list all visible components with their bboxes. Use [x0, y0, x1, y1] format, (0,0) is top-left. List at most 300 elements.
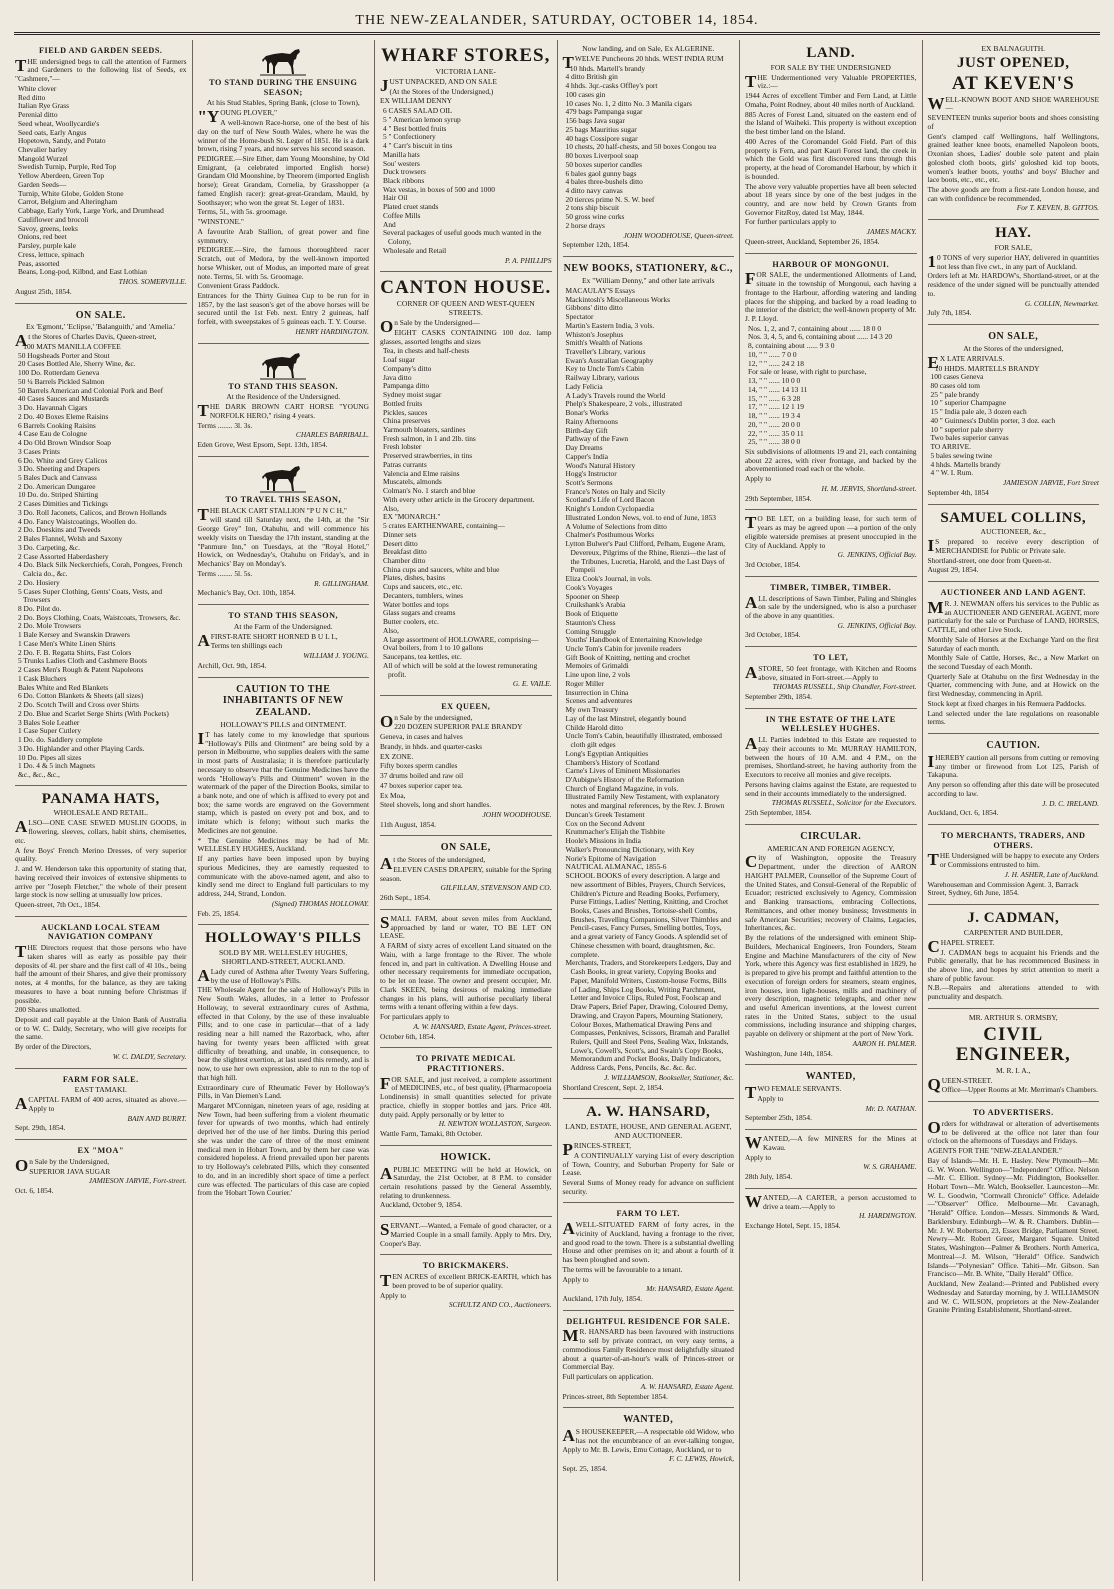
ad-list-item: Plated cruet stands: [383, 202, 439, 212]
ad-subtitle: FOR SALE,: [994, 242, 1033, 252]
advertisement: [928, 325, 1100, 505]
ad-list-item: 3 Cases Prints: [18, 446, 60, 456]
ad-list-item: Gibbons' ditto ditto: [565, 303, 623, 313]
ad-paragraph: The terms will be favourable to a tenant.: [562, 1264, 683, 1274]
horse-icon: [260, 350, 306, 380]
ad-subtitle: At his Stud Stables, Spring Bank, (close to Town),: [206, 98, 360, 108]
ad-list-item: Chalmer's Posthumous Works: [565, 530, 654, 540]
ad-list-item: 2 Do. Boys Clothing, Coats, Waistcoats, Trowsers, &c.: [18, 612, 181, 622]
ad-paragraph: 220 DOZEN SUPERIOR PALE BRANDY: [394, 722, 523, 732]
ad-title: TO STAND DURING THE ENSUING SEASON;: [209, 78, 358, 97]
ad-title: ON SALE,: [988, 331, 1039, 343]
ad-signature: Mr. HANSARD, Estate Agent.: [646, 1284, 734, 1294]
ad-signature: WILLIAM J. YOUNG.: [303, 651, 369, 661]
ad-list-item: 25 bags Mauritius sugar: [565, 124, 637, 134]
ad-list-item: Breakfast ditto: [383, 547, 427, 557]
advertisement: [563, 257, 735, 1099]
ad-list-item: 5 " American lemon syrup: [383, 114, 461, 124]
ad-list-item: A large assortment of HOLLOWARE, comprising—: [383, 634, 539, 644]
ad-list-item: Memoirs of Grimaldi: [565, 661, 629, 671]
ad-subtitle: SOLD BY MR. WELLESLEY HUGHES, SHORTLAND-STREET, AUCKLAND.: [219, 948, 348, 966]
ad-paragraph: ALady cured of Asthma after Twenty Years Suffering, by the use of Holloway's Pills.: [197, 965, 369, 985]
ad-list-item: 17, " " ...... 12 1 19: [748, 402, 804, 412]
ad-date: Wattle Farm, Tamaki, 8th October.: [380, 1128, 483, 1138]
ad-paragraph: TO BE LET, on a building lease, for such term of years as may be agreed upon —a portion of the only eligible waterside premises at present unoccupied in the City of Auckland. Apply to: [745, 513, 917, 550]
ad-list-item: Bonar's Works: [565, 408, 609, 418]
ad-paragraph: THE Wholesale Agent for the sale of Holloway's Pills in New South Wales, alludes, in a letter to Professor Holloway, to several extraordinary cures of Asthma, effected in that Colony, by the use of these invaluable Pills; and to one case in particular—that of a lady residing near a hill named the Razorback, who, after having for twenty years been afflicted with great difficulty of breathing, and unable, in consequence, to bear the slightest exertion, at last used this remedy, and is now, to use her own expression, able to run to the top of that high hill.: [197, 985, 369, 1082]
ad-title: CIRCULAR.: [800, 830, 862, 842]
ad-paragraph: ELEVEN CASES DRAPERY, suitable for the Spring season.: [380, 865, 552, 883]
ad-subtitle: LAND, ESTATE, HOUSE, AND GENERAL AGENT, AND AUCTIONEER.: [565, 1122, 732, 1141]
ad-title: SAMUEL COLLINS,: [940, 509, 1087, 526]
column-6: [923, 40, 1105, 1581]
ad-list-item: 1 Cask Bluchers: [18, 673, 67, 683]
ad-date: Queen-street, Auckland, September 26, 1854.: [745, 236, 880, 246]
ad-signature: JAMIESON JARVIE, Fort Street: [1002, 478, 1099, 488]
ad-subtitle: AUCTIONEER, &c.,: [980, 527, 1046, 537]
ad-list-item: Dinner sets: [383, 529, 417, 539]
advertisement: [380, 40, 552, 272]
columns-container: [10, 40, 1104, 1581]
ad-list-item: 100 MATS MANILLA COFFEE: [23, 341, 121, 351]
ad-list-item: 10 " superior pale sherry: [930, 424, 1004, 434]
ad-list-item: Yellow Aberdeen, Green Top: [18, 171, 105, 181]
advertisement: [380, 1146, 552, 1217]
ad-list-item: SCHOOL BOOKS of every description. A large and new assortment of Bibles, Prayers, Church Services, Children's Picture and Reading Books, Perfumery, Purse Fittings, Ladies' Netting, Knitting, and Crochet Books, Cases and Brushes, Tortoise-shell Combs, Brushes, Travelling Companions, Silver Thimbles and Pencil-cases, Fancy Purses, Smelling bottles, Toys, and a great variety of Fancy Goods. A splendid set of Chinese chessmen with board, draughtsmen, &c. complete.: [565, 871, 732, 959]
ad-signature: JOHN WOODHOUSE.: [482, 810, 552, 820]
ad-list-item: 50 boxes superior candles: [565, 159, 643, 169]
advertisement: [928, 220, 1100, 325]
ad-list-item: For sale or lease, with right to purchase,: [748, 367, 867, 377]
ad-paragraph: THE Undermentioned very Valuable PROPERTIES, viz.:—: [745, 71, 917, 91]
ad-list-item: 2 Do. Scotch Twill and Cross over Shirts: [18, 700, 139, 710]
ad-list-item: Insurrection in China: [565, 687, 629, 697]
ad-list-item: &c., &c., &c.,: [18, 769, 60, 779]
ad-list-item: 8 Do. Pilot do.: [18, 604, 62, 614]
ad-list-item: 10 Do. do. Striped Shirting: [18, 490, 99, 500]
column-2: [193, 40, 376, 1581]
ad-list-item: Patras currants: [383, 459, 427, 469]
ad-list-item: Carne's Lives of Eminent Missionaries: [565, 766, 681, 776]
ad-date: September 4th, 1854: [927, 487, 989, 497]
ad-list-item: Hogg's Instructor: [565, 469, 617, 479]
ad-list-item: 3 Bales Sole Leather: [18, 717, 80, 727]
ad-date: Oct. 6, 1854.: [15, 1186, 54, 1196]
ad-signature: AARON H. PALMER.: [852, 1038, 917, 1048]
ad-list-item: Church of England Magazine, in vols.: [565, 783, 679, 793]
ad-title: AUCKLAND LOCAL STEAM NAVIGATION COMPANY: [41, 922, 161, 942]
ad-pretitle: EX BALNAGUITH.: [981, 44, 1046, 53]
ad-signature: CHARLES BARRIBALL.: [295, 430, 369, 440]
ad-paragraph: TWO FEMALE SERVANTS.: [745, 1083, 842, 1103]
ad-paragraph: Extraordinary cure of Rheumatic Fever by Holloway's Pills, in Van Diemen's Land.: [197, 1082, 369, 1101]
ad-paragraph: A CONTINUALLY varying List of every description of Town, Country, and Suburban Property for Sale or Lease.: [562, 1150, 734, 1178]
ad-list-item: 4 bales three-bushels ditto: [565, 177, 643, 187]
ad-list-item: Rainy Afternoons: [565, 416, 618, 426]
ad-signature: JAMIESON JARVIE, Fort-street.: [88, 1176, 187, 1186]
ad-paragraph: Office—Upper Rooms at Mr. Merriman's Chambers.: [941, 1085, 1098, 1095]
ad-list-item: 5 Trunks Ladies Cloth and Cashmere Boots: [18, 656, 147, 666]
ad-paragraph: At the Stores of the undersigned,: [380, 854, 486, 874]
ad-list-item: Youths' Handbook of Entertaining Knowledge: [565, 635, 703, 645]
advertisement: [380, 272, 552, 696]
ad-date: Auckland, October 9, 1854.: [380, 1200, 463, 1210]
advertisement: [198, 344, 370, 457]
ad-paragraph: A well-known Race-horse, one of the best of his day on the turf of New South Wales, where he was the winner of the Home-bush St. Leger of 1851. He is a dark brown, rising 7 years, and now serves his second season.: [197, 118, 369, 154]
ad-paragraph: TEN ACRES of excellent BRICK-EARTH, which has been proved to be of superior quality.: [380, 1271, 552, 1291]
ad-paragraph: Convenient Grass Paddock.: [197, 281, 280, 291]
ad-title: HOLLOWAY'S PILLS: [205, 930, 362, 947]
advertisement: [15, 917, 187, 1069]
column-5: [740, 40, 923, 1581]
ad-signature: THOMAS RUSSELL, Solicitor for the Executors.: [771, 798, 917, 808]
ad-paragraph: 1944 Acres of excellent Timber and Fern Land, at Little Omaha, Point Rodney, about 40 miles north of Auckland.: [745, 91, 917, 109]
advertisement: [928, 905, 1100, 1009]
ad-list-item: Cruikshank's Arabia: [565, 600, 626, 610]
ad-paragraph: THE BLACK CART STALLION "P U N C H,": [197, 504, 347, 524]
ad-date: 29th September, 1854.: [745, 493, 812, 503]
ad-title: TO ADVERTISERS.: [972, 1108, 1054, 1118]
ad-signature: G. JENKINS, Official Bay.: [837, 620, 917, 630]
ad-paragraph: On Sale by the Undersigned,: [15, 1155, 110, 1175]
ad-list-item: 10 HHDS. MARTELLS BRANDY: [934, 363, 1040, 373]
ad-paragraph: IHEREBY caution all persons from cutting or removing any timber or firewood from Lot 125, Parish of Takapuna.: [927, 751, 1099, 780]
ad-list-item: 25 " pale brandy: [930, 389, 980, 399]
ad-list-item: 4 " Carr's biscuit in tins: [383, 141, 453, 151]
ad-list-item: 1 Do. 4 & 5 inch Magnets: [18, 761, 95, 771]
ad-list-item: Red ditto: [18, 92, 46, 102]
ad-signature: R. GILLINGHAM.: [314, 578, 369, 588]
ad-list-item: Mackintosh's Miscellaneous Works: [565, 294, 670, 304]
advertisement: [15, 786, 187, 917]
ad-list-item: Ewan's Australian Geography: [565, 355, 654, 365]
advertisement: [563, 1099, 735, 1203]
ad-date: Sept. 29th, 1854.: [15, 1123, 66, 1133]
ad-list-item: Walker's Pronouncing Dictionary, with Key: [565, 844, 695, 854]
ad-list-item: Line upon line, 2 vols: [565, 670, 631, 680]
ad-paragraph: Apply to: [745, 474, 772, 484]
ad-signature: JAMES MACKY.: [866, 227, 917, 237]
ad-list-item: 5 bales sewing twine: [930, 450, 993, 460]
ad-list-item: 5 " Confectionery: [383, 132, 436, 142]
ad-subtitle: CARPENTER AND BUILDER,: [963, 927, 1063, 937]
advertisement: [198, 925, 370, 1204]
ad-list-item: Parsley, purple kale: [18, 241, 77, 251]
ad-list-item: 1 Case Super Cutlery: [18, 726, 82, 736]
ad-date: Warehouseman and Commission Agent. 3, Barrack Street, Sydney, 6th June, 1854.: [927, 879, 1079, 898]
advertisement: [745, 1130, 917, 1189]
ad-list-item: 2 Do. F. B. Regatta Shirts, Fast Colors: [18, 647, 132, 657]
ad-paragraph: IS prepared to receive every description of MERCHANDISE for Public or Private sale.: [927, 536, 1099, 556]
ad-list-item: 2 Do. Doeskins and Tweeds: [18, 525, 101, 535]
ad-paragraph: For particulars apply to: [380, 1012, 450, 1022]
ad-paragraph: Gent's clamped calf Wellingtons, half Wellingtons, grained leather knee boots, enamelled Napoleon boots, Oxonian shoes, Ladies' double sole patent and plain goloshed cloth boots, girls' goloshed kid top boots, women's leather boots, youths' and boys' Blucher and lace boots, etc., etc., etc.: [927, 131, 1099, 185]
ad-list-item: Pathway of the Fawn: [565, 434, 629, 444]
ad-list-item: 12, " " ...... 24 2 18: [748, 358, 804, 368]
ad-paragraph: ALSO—ONE CASE SEWED MUSLIN GOODS, in flowering, sleeves, collars, habit shirts, chemisettes, etc.: [15, 817, 187, 845]
advertisement: [928, 505, 1100, 583]
ad-subtitle: FOR SALE BY THE UNDERSIGNED: [770, 62, 891, 72]
ad-paragraph: EX LATE ARRIVALS.: [927, 352, 1005, 372]
ad-title: EX QUEEN,: [441, 702, 491, 711]
ad-title: CAUTION TO THE INHABITANTS OF NEW ZEALAND.: [222, 683, 344, 719]
ad-list-item: Staunton's Chess: [565, 617, 616, 627]
advertisement: [198, 457, 370, 605]
ad-list-item: 1 Case Men's White Linen Shirts: [18, 638, 116, 648]
ad-paragraph: SUPERIOR JAVA SUGAR: [29, 1166, 111, 1176]
ad-list-item: 50 Hogsheads Porter and Stout: [18, 350, 110, 360]
ad-paragraph: 47 boxes superior caper tea.: [380, 780, 463, 790]
ad-date: Queen-street, 7th Oct., 1854.: [15, 900, 101, 910]
ad-list-item: Chambers's History of Scotland: [565, 757, 660, 767]
ad-subtitle: Ex "William Denny," and other late arrivals: [581, 275, 715, 285]
ad-paragraph: ASTORE, 50 feet frontage, with Kitchen and Rooms above, situated in Fort-street.—Apply to: [745, 662, 917, 682]
ad-list-item: Company's ditto: [383, 363, 432, 373]
ad-list-item: Butter coolers, etc.: [383, 617, 439, 627]
ad-paragraph: 885 Acres of Forest Land, situated on the eastern end of the Island of Waiheki. This property is without exception the best timber land on the Island.: [745, 109, 917, 137]
ad-list-item: 2 Do. American Dungaree: [18, 481, 96, 491]
ad-title: TO STAND THIS SEASON,: [228, 610, 339, 620]
ad-paragraph: J. and W. Henderson take this opportunity of stating that, having received their invoices of extensive shipments to arrive per "Joseph Fletcher," the whole of their present large stock is now selling at unusually low prices.: [15, 864, 187, 900]
advertisement: [745, 254, 917, 511]
ad-list-item: 10 chests, 20 half-chests, and 50 boxes Congou tea: [565, 142, 717, 152]
ad-paragraph: Quarterly Sale at Otahuhu on the first Wednesday in the Quarter, commencing with June, and at Howick on the first Wednesday, commencing in April.: [927, 671, 1099, 699]
ad-list-item: 10 hhds. Martell's brandy: [569, 63, 646, 73]
ad-list-item: Birth-day Gift: [565, 425, 608, 435]
ad-signature: G. E. VAILE.: [512, 679, 552, 689]
ad-paragraph: IT has lately come to my knowledge that spurious "Holloway's Pills and Ointment" are being sold by a person in Melbourne, who supplies dealers with the same in most parts of Australasia; it is therefore particularly necessary to observe that the Genuine Medicines have the words "Holloway's Pills and Ointment" woven in the watermark of the paper of the Direction Books, similar to a bank note, and one of which is affixed to every pot and box; the same words are engraved on the Government stamp, which is pasted on every pot and box, and to imitate which is felony; without such marks the Medicines are not genuine.: [197, 728, 369, 835]
ad-paragraph: Terms, 5l., with 5s. groomage.: [197, 207, 288, 217]
ad-list-item: 1 Do. do. Saddlery complete: [18, 735, 103, 745]
ad-paragraph: Shortland-street, one door from Queen-st.: [927, 555, 1052, 565]
ad-signature: BAIN AND BURRT.: [127, 1113, 187, 1123]
ad-date: Archill, Oct. 9th, 1854.: [197, 660, 267, 670]
ad-paragraph: SERVANT.—Wanted, a Female of good character, or a Married Couple in a small family. Apply to Mrs. Dry, Cooper's Bay.: [380, 1220, 552, 1248]
ad-list-item: 3 Do. Highlander and other Playing Cards.: [18, 743, 145, 753]
ad-paragraph: SEVENTEEN trunks superior boots and shoes consisting of: [927, 113, 1099, 131]
horse-icon: [260, 463, 306, 493]
ad-paragraph: Apply to: [380, 1290, 407, 1300]
ad-list-item: Coffee Mills: [383, 210, 421, 220]
ad-paragraph: FOR SALE, the undermentioned Allotments of Land, situate in the township of Mongonui, each having a frontage to the Harbour, affording watering and landing places for the shipping, and backed by a road leading to the interior of the district; the well-known property of Mr. J. P. Lloyd.: [745, 269, 917, 323]
ad-list-item: 13, " " ...... 10 0 0: [748, 376, 801, 386]
ad-paragraph: WELL-KNOWN BOOT AND SHOE WAREHOUSE—: [927, 93, 1099, 113]
ad-list-item: Knight's London Cyclopaedia: [565, 504, 654, 514]
ad-paragraph: Full particulars on application.: [562, 1372, 654, 1382]
ad-paragraph: Ex Moa,: [380, 790, 406, 800]
ad-list-item: China preserves: [383, 416, 431, 426]
ad-list-item: Lay of the last Minstrel, elegantly bound: [565, 713, 686, 723]
ad-date: Feb. 25, 1854.: [197, 908, 240, 918]
ad-subtitle: CORNER OF QUEEN AND WEST-QUEEN STREETS.: [396, 299, 535, 318]
ad-list-item: MACAULAY'S Essays: [565, 285, 635, 295]
ad-paragraph: Entrances for the Thirty Guinea Cup to be run for in 1857, by the last season's get of the above horses will be secured until the 1st Feb. next. Entry 2 guineas, half forfeit, with sweepstakes of 5 guineas each. T. Y. Course.: [197, 290, 369, 327]
ad-title: FARM TO LET.: [616, 1209, 680, 1219]
ad-paragraph: City of Washington, opposite the Treasury Department, under the direction of AARON HAIGHT PALMER, Counsellor of the Supreme Court of the United States, and Consul-General of the Republic of Ecuador; restricted exclusively to Agency, Commission and Banking transactions, embracing Collections, Remittances, and other money business; Investments in safe American Securities; recovery of Claims, Legacies, Inheritances, &c.: [745, 852, 917, 933]
ad-list-item: 4 hhds. 3qr.-casks Offley's port: [565, 81, 658, 91]
ad-title: WANTED,: [623, 1414, 674, 1426]
ad-title: WHARF STORES,: [381, 45, 551, 66]
horse-icon: [260, 46, 306, 76]
ad-date: July 7th, 1854.: [927, 308, 972, 318]
ad-list-item: 100 Do. Rotterdam Geneva: [18, 368, 100, 378]
ad-list-item: 4 Do. Fancy Waistcoatings, Woollen do.: [18, 516, 137, 526]
ad-paragraph: 37 drums boiled and raw oil: [380, 771, 464, 781]
ad-list-item: Yarmouth bloaters, sardines: [383, 424, 466, 434]
ad-title: AUCTIONEER AND LAND AGENT.: [940, 588, 1086, 598]
ad-list-item: Lady Felicia: [565, 381, 603, 391]
advertisement: [15, 304, 187, 786]
ad-list-item: 15 " India pale ale, 3 dozen each: [930, 407, 1027, 417]
ad-list-item: Childe Harold ditto: [565, 722, 623, 732]
ad-paragraph: will stand till Saturday next, the 14th, at the "Sir George Grey" Inn, Otahuhu, and will commence his weekly visits on Tuesday the 17th instant, standing at the "Panmure Inn," on Tuesdays, at the "Royal Hotel," Howick, on Wednesday's, Otahuhu on Friday's, and in Mechanics' Bay on Monday's.: [197, 515, 369, 569]
ad-date: 3rd October, 1854.: [745, 560, 801, 570]
ad-subtitle: VICTORIA LANE-: [435, 66, 496, 76]
ad-list-item: Martin's Eastern India, 3 vols.: [565, 320, 655, 330]
ad-list-item: Peas, assorted: [18, 258, 60, 268]
ad-list-item: 3 Do. Carpeting, &c.: [18, 542, 80, 552]
ad-list-item: Scott's Sermons: [565, 478, 613, 488]
ad-date: 26th Sept., 1854.: [380, 893, 431, 903]
ad-list-item: 50 gross wine corks: [565, 212, 625, 222]
advertisement: [745, 825, 917, 1066]
ad-date: Auckland, Oct. 6, 1854.: [927, 808, 999, 818]
ad-list-item: 15, " " ...... 6 3 28: [748, 393, 801, 403]
ad-signature: P. A. PHILLIPS: [504, 255, 552, 265]
ad-list-item: 4 ditto navy canvas: [565, 185, 623, 195]
ad-date: August 29, 1854.: [927, 565, 979, 575]
advertisement: [928, 582, 1100, 734]
ad-list-item: 3 Do. Sheeting and Drapers: [18, 464, 100, 474]
ad-date: 25th September, 1854.: [745, 808, 812, 817]
ad-paragraph: WANTED,—A few MINERS for the Mines at Kawau.: [745, 1133, 917, 1153]
ad-list-item: Italian Rye Grass: [18, 101, 70, 111]
ad-list-item: Loaf sugar: [383, 355, 415, 365]
ad-title: HARBOUR OF MONGONUI.: [772, 259, 890, 269]
ad-title: TO MERCHANTS, TRADERS, AND OTHERS.: [941, 831, 1086, 850]
ad-title: TO TRAVEL THIS SEASON,: [225, 494, 341, 504]
ad-paragraph: PRINCES-STREET,: [562, 1140, 632, 1160]
ad-paragraph: Apply to: [745, 1152, 772, 1162]
ad-paragraph: A FARM of sixty acres of excellent Land situated on the Waiu, with a large frontage to the River. The whole fenced in, and part in cultivation. A Dwelling House and other necessary requirements for immediate occupation, to be let on lease. The owner and present occupier, Mr. Clark SKEEN, being desirous of making immediate changes in his plans, will authorise peculiarly liberal terms with a tenant offering within a few days.: [380, 941, 552, 1012]
ad-title: J. CADMAN,: [967, 910, 1060, 927]
ad-list-item: Preserved strawberries, in tins: [383, 451, 473, 461]
ad-signature: J. H. ASHER, Late of Auckland.: [1004, 869, 1099, 879]
ad-list-item: Illustrated Family New Testament, with explanatory notes and marginal references, by the Rev. J. Brown: [565, 792, 725, 811]
advertisement: [380, 1255, 552, 1316]
ad-subtitle: EAST TAMAKI.: [74, 1085, 127, 1095]
ad-list-item: 10, " " ...... 7 0 0: [748, 349, 797, 359]
ad-list-item: Valencia and Elme raisins: [383, 468, 460, 478]
advertisement: [745, 647, 917, 709]
ad-list-item: Seed wheat, Woollycardie's: [18, 118, 100, 128]
advertisement: [745, 709, 917, 825]
ad-list-item: TO ARRIVE.: [930, 442, 972, 452]
ad-list-item: Nos. 1, 2, and 7, containing about ...... 18 0 0: [748, 323, 882, 333]
ad-list-item: Bales White and Red Blankets: [18, 682, 109, 692]
ad-list-item: 10 " superior Champagne: [930, 398, 1006, 408]
ad-paragraph: * The Genuine Medicines may be had of Mr. WELLESLEY HUGHES, Auckland.: [197, 835, 369, 854]
advertisement: [380, 910, 552, 1048]
ad-list-item: Saucepans, tea kettles, etc.: [383, 652, 462, 662]
ad-list-item: 4 " W. I. Rum.: [930, 468, 974, 478]
ad-list-item: Whiston's Josephus: [565, 329, 624, 339]
ad-list-item: D'Aubigne's History of the Reformation: [565, 774, 684, 784]
ad-list-item: A Volume of Selections from ditto: [565, 521, 667, 531]
ad-list-item: Traveller's Library, various: [565, 347, 646, 356]
ad-list-item: 80 cases old tom: [930, 380, 980, 390]
ad-paragraph: THE DARK BROWN CART HORSE "YOUNG NORFOLK HERO," rising 4 years.: [197, 401, 369, 421]
ad-list-item: 100 cases gin: [565, 89, 606, 99]
ad-list-item: Wax vestas, in boxes of 500 and 1000: [383, 184, 495, 194]
ad-paragraph: MR. HANSARD has been favoured with instructions to sell by private contract, on very easy terms, a commodious Family Residence most delightfully situated about a quarter-of-an-hour's walk of Princes-street or Commercial Bay.: [562, 1326, 734, 1372]
ad-signature: A. W. HANSARD, Estate Agent.: [640, 1381, 734, 1391]
ad-signature: THOMAS RUSSELL, Ship Chandler, Fort-street.: [772, 682, 917, 692]
ad-date: 3rd October, 1854.: [745, 630, 801, 640]
ad-paragraph: Apply to: [562, 1274, 589, 1284]
ad-list-item: 10 Do. Pipes all sizes: [18, 752, 82, 762]
ad-list-item: 80 boxes Liverpool soap: [565, 151, 639, 161]
ad-paragraph: Several Sums of Money ready for advance on sufficient security.: [562, 1178, 734, 1196]
ad-list-item: Oval boilers, from 1 to 10 gallons: [383, 643, 483, 653]
ad-list-item: Cook's Voyages: [565, 582, 613, 592]
ad-list-item: 2 Case Assorted Haberdashery: [18, 551, 109, 561]
ad-subtitle: At the Stores of the undersigned,: [963, 343, 1064, 353]
ad-list-item: 25, " " ...... 38 0 0: [748, 437, 801, 447]
ad-subtitle: Ex 'Egmont,' 'Eclipse,' 'Balanguith,' and 'Amelia.': [25, 322, 176, 332]
ad-paragraph: If any parties have been imposed upon by buying spurious Medicines, they are earnestly requested to communicate with the above-named agent, and also to kindly send me direct to England full particulars to my address, 244, Strand, London.: [197, 854, 369, 899]
ad-title: JUST OPENED,: [957, 54, 1070, 71]
ad-paragraph: 200 Shares unallotted.: [15, 1005, 81, 1015]
ad-list-item: Hoole's Missions in India: [565, 836, 641, 846]
ad-signature: A. W. HANSARD, Estate Agent, Princes-street.: [413, 1021, 552, 1031]
ad-title: PANAMA HATS,: [41, 790, 160, 807]
ad-subtitle: AT KEVEN'S: [951, 72, 1075, 94]
ad-subtitle: M. R. I. A.,: [995, 1065, 1031, 1075]
ad-list-item: Uncle Tom's Cabin for juvenile readers: [565, 643, 682, 653]
ad-list-item: 4 ditto British gin: [565, 72, 618, 82]
ad-subtitle: At the Residence of the Undersigned.: [226, 392, 341, 402]
ad-list-item: Spectator: [565, 312, 594, 322]
ad-list-item: Spooner on Sheep: [565, 591, 620, 601]
ad-title: CIVIL ENGINEER,: [955, 1023, 1071, 1065]
ad-list-item: Smith's Wealth of Nations: [565, 338, 643, 348]
ad-date: Washington, June 14th, 1854.: [745, 1048, 833, 1058]
ad-list-item: Swedish Turnip, Purple, Red Top: [18, 162, 117, 172]
ad-list-item: Duck trowsers: [383, 167, 426, 177]
ad-list-item: Two bales superior canvas: [930, 433, 1009, 443]
ad-paragraph: Steel shovels, long and short handles.: [380, 800, 492, 810]
ad-list-item: 6 CASES SALAD OIL: [383, 106, 453, 116]
ad-list-item: Wood's Natural History: [565, 460, 636, 470]
advertisement: [928, 1009, 1100, 1102]
column-1: [10, 40, 193, 1581]
ad-list-item: And: [383, 219, 396, 229]
ad-list-item: Chevalier barley: [18, 145, 68, 155]
ad-date: Sept. 25, 1854.: [562, 1464, 608, 1474]
ad-date: Shortland Crescent, Sept. 2, 1854.: [562, 1082, 664, 1092]
ad-paragraph: A favourite Arab Stallion, of great power and fine symmetry.: [197, 226, 369, 245]
ad-list-item: Duncan's Greek Testament: [565, 809, 645, 819]
ad-list-item: 6 Do. Cotton Blankets & Sheets (all sizes): [18, 691, 144, 701]
ad-list-item: Cups and saucers, etc., etc.: [383, 582, 463, 592]
ad-paragraph: THE Undersigned will be happy to execute any Orders or Commissions entrusted to him.: [927, 850, 1099, 870]
ad-list-item: 2 Cases Dimities and Tickings: [18, 499, 108, 509]
ad-list-item: Merchants, Traders, and Storekeepers Ledgers, Day and Cash Books, in great variety, Copying Books and Paper, Manifold Writers, Custom-house Forms, Bills of Lading, Ships Log Books, Writing Parchment, Letter and Invoice Clips, Ruled Post, Foolscap and Draw Papers, Brief Paper, Drawing, Coloured Demy, Drawing, and Crayon Papers, Mourning Stationery, Colour Boxes, Mathematical Drawing Pens and Compasses, Penknives, Scissors, Bramah and Parallel Rulers, Quill and Steel Pens, Sealing Wax, Inkstands, Lowe's, Cowell's, Scott's, and Swain's Copy Books, Memorandum and Pocket Books, Daily Indicators, Address Cards, Pens, Pencils, &c. &c. &c.: [565, 958, 732, 1073]
ad-list-item: 5 crates EARTHENWARE, containing—: [383, 521, 505, 531]
ad-signature: H. M. JERVIS, Shortland-street.: [821, 483, 917, 493]
ad-paragraph: FOR SALE, and just received, a complete assortment of MEDICINES, etc., of best quality, (Pharmacopoeia Londinensis) in small quantities selected for private practice, chiefly in stopper bottles and jars. Price 40l. duty paid. Apply personally or by letter to: [380, 1073, 552, 1119]
